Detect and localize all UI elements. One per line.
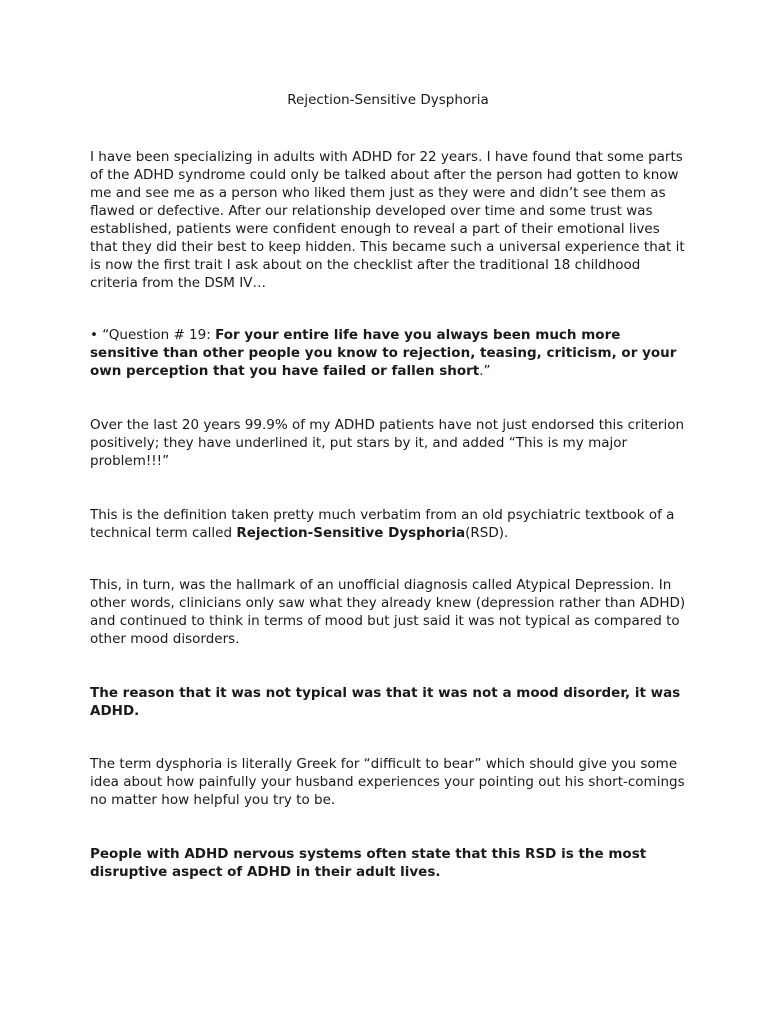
paragraph-dysphoria: The term dysphoria is literally Greek for “difficult to bear” which should give you some idea about how painfully your husband experiences your pointing out his short-comings no matter how helpful you try to be. (90, 756, 685, 808)
question-suffix: .” (479, 363, 491, 379)
document-title: Rejection-Sensitive Dysphoria (287, 92, 489, 108)
question-text: For your entire life have you always been much more sensitive than other people you know to rejection, teasing, criticism, or your own perception that you have failed or fallen short (90, 327, 677, 379)
definition-term: Rejection-Sensitive Dysphoria (236, 525, 466, 541)
definition-prefix: This is the definition taken pretty much verbatim from an old psychiatric textbook of a technical term called (90, 507, 675, 541)
paragraph-question (90, 326, 686, 380)
paragraph-patients: Over the last 20 years 99.9% of my ADHD patients have not just endorsed this criterion positively; they have underlined it, put stars by it, and added “This is my major problem!!!” (90, 417, 685, 469)
paragraph-intro: I have been specializing in adults with ADHD for 22 years. I have found that some parts of the ADHD syndrome could only be talked about after the person had gotten to know me and see me as a person who liked them just as they were and didn’t see them as flawed or defective. After our relationship developed over time and some trust was established, patients were confident enough to reveal a part of their emotional lives that they did their best to keep hidden. This became such a universal experience that it is now the first trait I ask about on the checklist after the traditional 18 childhood criteria from the DSM IV… (90, 149, 685, 291)
paragraph-definition (90, 506, 686, 542)
paragraph-conclusion: People with ADHD nervous systems often state that this RSD is the most disruptive aspect of ADHD in their adult lives. (90, 846, 647, 880)
question-prefix: • “Question # 19: (90, 327, 216, 343)
definition-suffix: (RSD). (465, 525, 509, 541)
paragraph-atypical-depression: This, in turn, was the hallmark of an unofficial diagnosis called Atypical Depression. In other words, clinicians only saw what they already knew (depression rather than ADHD) and continued to think in terms of mood but just said it was not typical as compared to other mood disorders. (90, 577, 686, 647)
paragraph-reason: The reason that it was not typical was that it was not a mood disorder, it was ADHD. (90, 685, 681, 719)
